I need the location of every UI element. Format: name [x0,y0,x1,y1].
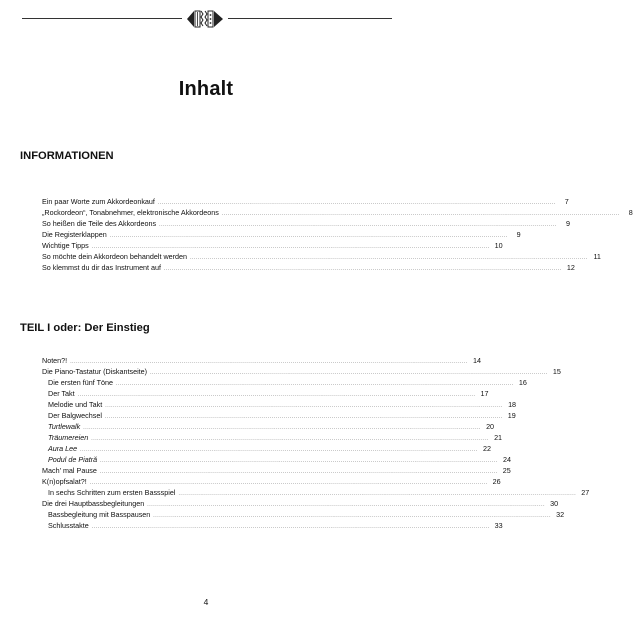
toc-entry [42,251,601,262]
toc-entry-title: Podul de Piatră [48,455,98,464]
toc-entry-title: Noten?! [42,356,68,365]
toc-entry [42,229,521,240]
toc-leader-dots: ........................................................................................................................................................................................................ [178,491,577,497]
toc-entry-page: 14 [473,356,482,365]
toc-entry [42,465,511,476]
toc-entry-title: Aura Lee [48,444,78,453]
toc-entry-title: Die ersten fünf Töne [48,378,113,387]
toc-entry-page: 19 [507,411,516,420]
section-heading-teil-1: TEIL I oder: Der Einstieg [20,322,150,334]
toc-leader-dots: ........................................................................................................................................................................................................ [105,403,504,409]
toc-entry-page: 12 [566,263,575,272]
toc-entry-title: Träumereien [48,433,89,442]
toc-leader-dots: ........................................................................................................................................................................................................ [153,513,552,519]
toc-entry [42,399,517,410]
header-rule-right [228,18,392,19]
toc-entry [42,218,570,229]
toc-leader-dots: ........................................................................................................................................................................................................ [91,524,490,530]
toc-entry-title: K(n)opfsalat?! [42,477,87,486]
toc-entry-page: 18 [508,400,517,409]
toc-entry-page: 9 [566,219,570,228]
toc-leader-dots: ........................................................................................................................................................................................................ [150,370,548,376]
toc-leader-dots: ........................................................................................................................................................................................................ [80,447,479,453]
toc-leader-dots: ........................................................................................................................................................................................................ [77,392,476,398]
toc-entry [42,196,569,207]
toc-entry [42,487,590,498]
toc-entry-page: 11 [593,252,601,261]
toc-entry [42,476,501,487]
toc-entry-title: So klemmst du dir das Instrument auf [42,263,162,272]
toc-leader-dots: ........................................................................................................................................................................................................ [100,458,498,464]
toc-entry-title: Wichtige Tipps [42,241,89,250]
toc-entry-title: So möchte dein Akkordeon behandelt werden [42,252,188,261]
toc-entry [42,509,565,520]
toc-entry-title: So heißen die Teile des Akkordeons [42,219,157,228]
accordion-icon [185,8,225,30]
toc-entry [42,207,633,218]
toc-leader-dots: ........................................................................................................................................................................................................ [70,359,469,365]
toc-entry [42,520,503,531]
page-number: 4 [203,597,209,607]
toc-entry-page: 33 [494,521,503,530]
toc-entry-title: Die Registerklappen [42,230,107,239]
toc-leader-dots: ........................................................................................................................................................................................................ [116,381,514,387]
toc-entry-title: Schlusstakte [48,521,89,530]
toc-leader-dots: ........................................................................................................................................................................................................ [99,469,498,475]
toc-entry-title: Ein paar Worte zum Akkordeonkauf [42,197,155,206]
section-heading-informationen: INFORMATIONEN [20,150,114,162]
toc-leader-dots: ........................................................................................................................................................................................................ [157,200,556,206]
toc-entry-title: Bassbegleitung mit Basspausen [48,510,151,519]
toc-entry [42,388,489,399]
toc-leader-dots: ........................................................................................................................................................................................................ [91,244,490,250]
toc-entry-page: 32 [556,510,565,519]
toc-leader-dots: ........................................................................................................................................................................................................ [190,255,588,261]
toc-leader-dots: ........................................................................................................................................................................................................ [159,222,557,228]
toc-entry-page: 24 [503,455,511,464]
header-rule-left [22,18,182,19]
toc-entry [42,355,482,366]
toc-entry-title: Die Piano-Tastatur (Diskantseite) [42,367,148,376]
toc-entry [42,454,511,465]
toc-entry-title: In sechs Schritten zum ersten Bassspiel [48,488,176,497]
toc-leader-dots: ........................................................................................................................................................................................................ [221,211,620,217]
toc-entry-title: Turtlewalk [48,422,81,431]
toc-entry-page: 17 [480,389,489,398]
toc-entry [42,432,503,443]
toc-entry [42,366,561,377]
toc-entry-page: 7 [564,197,569,206]
toc-entry [42,410,516,421]
toc-entry [42,443,492,454]
toc-entry-page: 9 [516,230,521,239]
toc-entry-title: Der Balgwechsel [48,411,102,420]
toc-entry-page: 26 [492,477,501,486]
toc-entry [42,262,575,273]
toc-entry-page: 27 [581,488,590,497]
toc-entry-title: „Rockordeon“, Tonabnehmer, elektronische Akkordeons [42,208,219,217]
toc-entry-page: 25 [502,466,511,475]
toc-entry-title: Mach' mal Pause [42,466,97,475]
toc-entry [42,498,559,509]
toc-entry-page: 8 [628,208,633,217]
toc-entry-page: 16 [518,378,527,387]
toc-entry [42,240,503,251]
toc-leader-dots: ........................................................................................................................................................................................................ [109,233,508,239]
toc-leader-dots: ........................................................................................................................................................................................................ [83,425,482,431]
toc-entry-page: 20 [486,422,495,431]
toc-leader-dots: ........................................................................................................................................................................................................ [89,480,488,486]
toc-list-informationen [42,196,633,273]
toc-entry-title: Der Takt [48,389,75,398]
toc-leader-dots: ........................................................................................................................................................................................................ [164,266,562,272]
toc-entry-title: Melodie und Takt [48,400,103,409]
toc-entry-page: 21 [494,433,503,442]
toc-leader-dots: ........................................................................................................................................................................................................ [91,436,490,442]
page-title: Inhalt [178,78,234,100]
toc-entry-page: 15 [552,367,561,376]
toc-list-teil-1 [42,355,590,531]
toc-entry-page: 10 [494,241,503,250]
toc-leader-dots: ........................................................................................................................................................................................................ [104,414,503,420]
toc-entry [42,377,527,388]
toc-entry-page: 30 [550,499,559,508]
toc-entry-page: 22 [483,444,492,453]
toc-entry [42,421,495,432]
toc-entry-title: Die drei Hauptbassbegleitungen [42,499,145,508]
toc-leader-dots: ........................................................................................................................................................................................................ [147,502,546,508]
